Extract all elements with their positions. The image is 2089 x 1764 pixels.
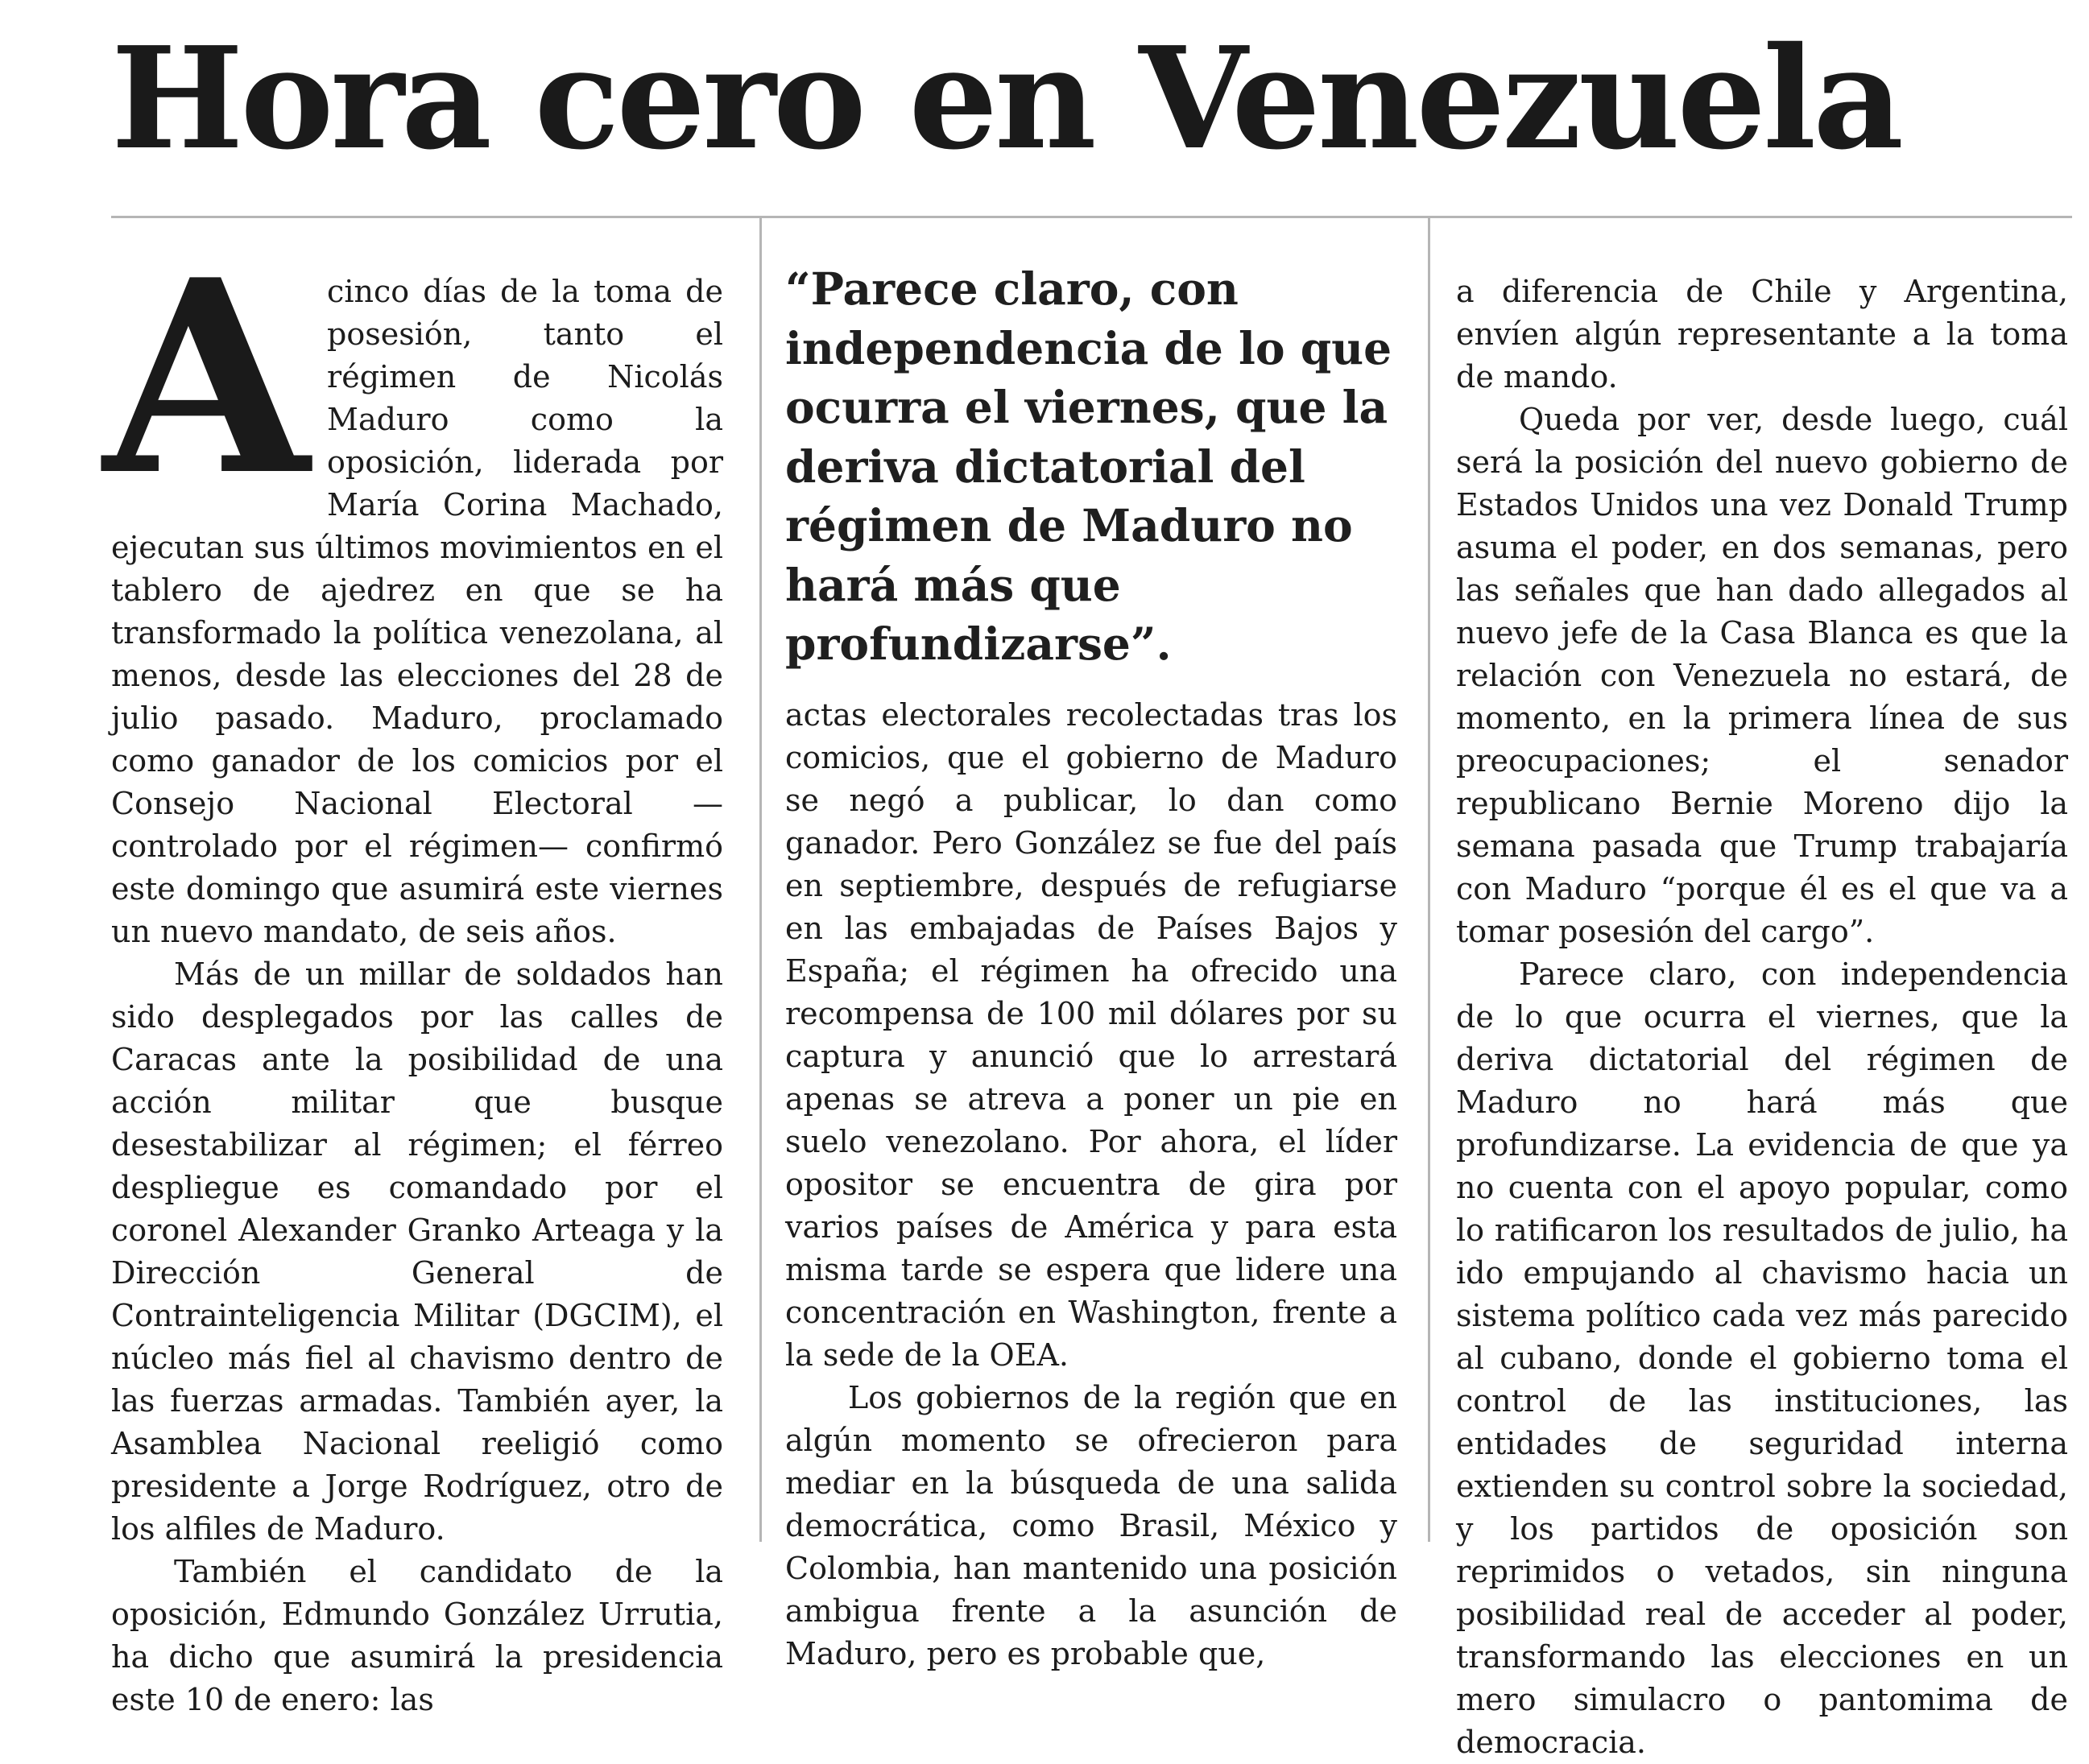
paragraph-7: Queda por ver, desde luego, cuál será la posición del nuevo gobierno de Estados Unidos una vez Donald Trump asuma el poder, en dos semanas, pero las señales que han dado allegados al nuevo jefe de la Casa Blanca es que la relación con Venezuela no estará, de momento, en la primera línea de sus preocupaciones; el senador republicano Bernie Moreno dijo la semana pasada que Trump trabajaría con Maduro “porque él es el que va a tomar posesión del cargo”. [1456, 402, 2068, 949]
paragraph-1: cinco días de la toma de posesión, tanto el régimen de Nicolás Maduro como la oposición, liderada por María Corina Machado, ejecutan sus últimos movimientos en el tablero de ajedrez en que se ha transformado la política venezolana, al menos, desde las elecciones del 28 de julio pasado. Maduro, proclamado como ganador de los comicios por el Consejo Nacional Electoral —controlado por el régimen— confirmó este domingo que asumirá este viernes un nuevo mandato, de seis años. [111, 274, 723, 949]
paragraph-3: También el candidato de la oposición, Edmundo González Urrutia, ha dicho que asumirá la presidencia este 10 de enero: las [111, 1554, 723, 1717]
paragraph-4: actas electorales recolectadas tras los comicios, que el gobierno de Maduro se negó a publicar, lo dan como ganador. Pero González se fue del país en septiembre, después de refugiarse en las embajadas de Países Bajos y España; el régimen ha ofrecido una recompensa de 100 mil dólares por su captura y anunció que lo arrestará apenas se atreva a poner un pie en suelo venezolano. Por ahora, el líder opositor se encuentra de gira por varios países de América y para esta misma tarde se espera que lidere una concentración en Washington, frente a la sede de la OEA. [785, 697, 1397, 1373]
pull-quote: “Parece claro, con independencia de lo que ocurra el viernes, que la deriva dictatorial del régimen de Maduro no hará más que profundizarse”. [785, 262, 1392, 670]
paragraph-2: Más de un millar de soldados han sido desplegados por las calles de Caracas ante la posibilidad de una acción militar que busque desestabilizar al régimen; el férreo despliegue es comandado por el coronel Alexander Granko Arteaga y la Dirección General de Contrainteligencia Militar (DGCIM), el núcleo más fiel al chavismo dentro de las fuerzas armadas. También ayer, la Asamblea Nacional reeligió como presidente a Jorge Rodríguez, otro de los alfiles de Maduro. [111, 956, 723, 1547]
paragraph-5: Los gobiernos de la región que en algún momento se ofrecieron para mediar en la búsqueda de una salida democrática, como Brasil, México y Colombia, han mantenido una posición ambigua frente a la asunción de Maduro, pero es probable que, [785, 1380, 1397, 1671]
article-column-2 [785, 694, 1397, 1675]
drop-cap: A [103, 221, 310, 534]
paragraph-8: Parece claro, con independencia de lo que ocurra el viernes, que la deriva dictatorial del régimen de Maduro no hará más que profundizarse. La evidencia de que ya no cuenta con el apoyo popular, como lo ratificaron los resultados de julio, ha ido empujando al chavismo hacia un sistema político cada vez más parecido al cubano, donde el gobierno toma el control de las instituciones, las entidades de seguridad interna extienden su control sobre la sociedad, y los partidos de oposición son reprimidos o vetados, sin ninguna posibilidad real de acceder al poder, transformando las elecciones en un mero simulacro o pantomima de democracia. [1456, 956, 2068, 1760]
column-divider-left [759, 218, 762, 1542]
article-column-1 [103, 221, 723, 1721]
column-divider-right [1428, 218, 1430, 1542]
headline: Hora cero en Venezuela [111, 17, 1901, 181]
paragraph-6: a diferencia de Chile y Argentina, envíen algún representante a la toma de mando. [1456, 274, 2068, 395]
headline-rule [111, 216, 2072, 218]
article-column-3 [1456, 271, 2068, 1764]
